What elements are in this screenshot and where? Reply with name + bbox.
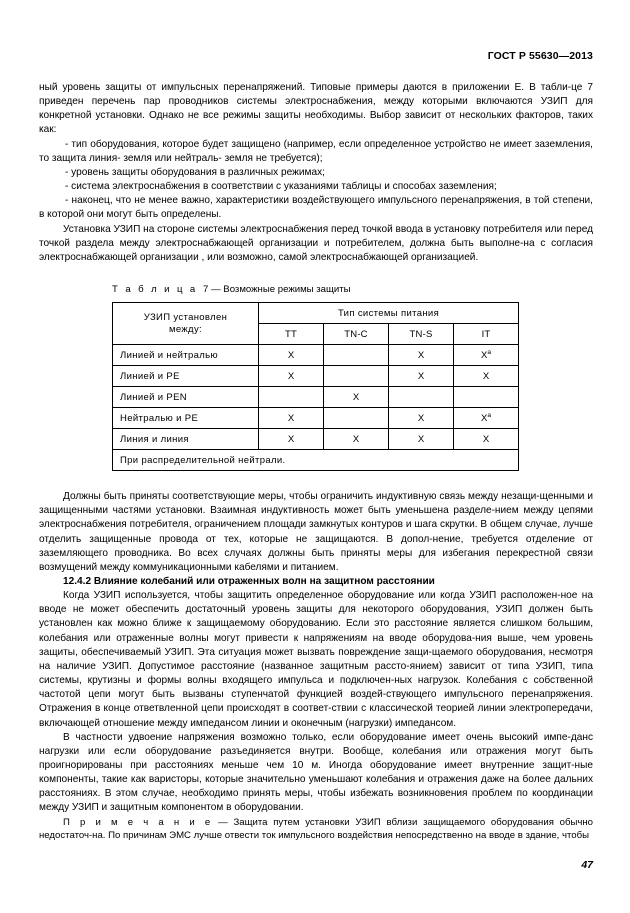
- bullet-item-surge-characteristics: - наконец, что не менее важно, характеристики воздействующего импульсного перенапряжения, в той степени, в которой они могут быть определены.: [39, 195, 593, 221]
- table-cell-tt: X: [259, 345, 324, 366]
- table-cell-tnc: X: [324, 387, 389, 408]
- table-cell-tt: X: [259, 408, 324, 429]
- table-cell-tns: X: [389, 345, 454, 366]
- table-cell-tt: X: [259, 366, 324, 387]
- paragraph-1242-b: В частности удвоение напряжения возможно только, если оборудование имеет очень высокий импе-данс нагрузки или если оборудование разъединяется внутри. Вообще, колебания или отражения могут быть проигнорированы при расстояниях меньше чем 10 м. Иногда оборудование имеет внутренние защит-ные компоненты, такие как варисторы, которые значительно уменьшают колебания и отражения даже на более дальних расстояниях. В этом случае, необходимо принять меры, чтобы избежать возникновения проблем по координации между УЗИП и защитным компонентом в оборудовании.: [39, 731, 593, 814]
- table-header-row-top: [113, 303, 519, 324]
- bullet-item-power-system: - система электроснабжения в соответствии с указаниями таблицы и способах заземления;: [65, 181, 497, 193]
- table-cell-it: [454, 408, 519, 429]
- table-row-label: Линия и линия: [113, 429, 259, 450]
- table-footnote-text: При распределительной нейтрали.: [113, 450, 519, 471]
- table-row: [113, 387, 519, 408]
- bullet-item-protection-level: - уровень защиты оборудования в различных режимах;: [65, 166, 325, 178]
- bullet-item-equipment-type: - тип оборудования, которое будет защищено (например, если определенное устройство не имеет заземления, то защита линия- земля или нейтраль- земля не требуется);: [39, 138, 593, 164]
- table-cell-tnc: [324, 408, 389, 429]
- table-caption-number: 7: [203, 284, 209, 296]
- table-caption-label: Т а б л и ц а: [112, 284, 198, 296]
- note-paragraph: [39, 816, 593, 843]
- table-cell-tt: [259, 387, 324, 408]
- table-header-tt: TT: [259, 324, 324, 345]
- note-label: П р и м е ч а н и е: [63, 816, 213, 828]
- table-caption: [112, 284, 593, 295]
- table-cell-tns: [389, 387, 454, 408]
- table-cell-it-mark: X: [482, 370, 490, 382]
- table-cell-tnc: [324, 345, 389, 366]
- table-cell-it-mark: X: [482, 433, 490, 445]
- paragraph-measures: Должны быть приняты соответствующие меры, чтобы ограничить индуктивную связь между незащи-щенными и защищенными частями установки. Взаимная индуктивность может быть уменьшена разделе-нием между цепями электроснабжения потребителя, ограничением площади замкнутых контуров и шага скрутки. В общем случае, лучше отделить защищенные провода от тех, которые не защищаются. В допол-нение, требуется отделение от заземляющего проводника. Во всех случаях должны быть приняты меры для избегания перекрестной связи возмущений между коммуникационными кабелями и питанием.: [39, 491, 593, 573]
- section-heading-12-4-2: 12.4.2 Влияние колебаний или отраженных волн на защитном расстоянии: [63, 575, 435, 587]
- paragraph-spd-installation: Установка УЗИП на стороне системы электроснабжения перед точкой ввода в установку потребителя или перед точкой раздела между электроснабжающей организации и потребителем, должна быть выполне-на с согласия электроснабжающей организации , или возможно, самой электроснабжающей организацией.: [39, 223, 593, 263]
- table-header-spd-between: [113, 303, 259, 345]
- table-header-system-type: Тип системы питания: [259, 303, 519, 324]
- protection-modes-table: [112, 302, 519, 471]
- table-header-it: IT: [454, 324, 519, 345]
- table-row-label: Линией и PE: [113, 366, 259, 387]
- footnote-marker: a: [487, 348, 492, 356]
- table-cell-it-mark: X: [481, 349, 488, 361]
- table-row: [113, 429, 519, 450]
- table-header-tnc: TN-C: [324, 324, 389, 345]
- table-cell-tt: X: [259, 429, 324, 450]
- table-block: [39, 284, 593, 471]
- table-cell-tnc: [324, 366, 389, 387]
- table-cell-it: [454, 345, 519, 366]
- table-header-tns: TN-S: [389, 324, 454, 345]
- table-row-label: Линией и нейтралью: [113, 345, 259, 366]
- page-content: [39, 81, 593, 843]
- table-header-spd-between-line1: УЗИП установлен: [143, 311, 228, 323]
- table-cell-it: [454, 429, 519, 450]
- table-header-spd-between-line2: между:: [168, 323, 203, 335]
- table-caption-title: — Возможные режимы защиты: [211, 284, 351, 296]
- table-cell-it: [454, 366, 519, 387]
- paragraph-1242-a: Когда УЗИП используется, чтобы защитить определенное оборудование или когда УЗИП расположен-ное на вводе не может обеспечить достаточный уровень защиты для некоторого оборудования, УЗИП должен быть установлен как можно ближе к защищаемому оборудованию. Если это расстояние является слишком большим, колебания или отраженные волны могут привести к напряжениям на вводе оборудова-ния выше, чем уровень защиты, обеспечиваемый УЗИП. Эта ситуация может вызвать повреждение защи-щаемого оборудования, несмотря на наличие УЗИП. Допустимое расстояние (названное защитным рассто-янием) зависит от типа УЗИП, типа системы, крутизны и формы волны входящего импульса и подключен-ных нагрузок. Колебания с собственной частотой цепи могут быть вызваны ступенчатой функцией воздей-ствующего импульсного перенапряжения. Отражения в конце ответвленной цепи происходят в соответ-ствии с классической теорией линии электропередачи, включающей отношение между импедансом линии и оконечным (нагрузки) импедансом.: [39, 590, 593, 729]
- footnote-marker: a: [487, 411, 492, 419]
- table-cell-tns: X: [389, 408, 454, 429]
- table-row: [113, 366, 519, 387]
- table-row: [113, 345, 519, 366]
- page-number: 47: [581, 859, 593, 871]
- table-row: [113, 408, 519, 429]
- table-footnote-row: [113, 450, 519, 471]
- table-cell-tnc: X: [324, 429, 389, 450]
- table-cell-tns: X: [389, 429, 454, 450]
- table-cell-it-mark: X: [481, 412, 488, 424]
- table-row-label: Нейтралью и PE: [113, 408, 259, 429]
- table-cell-tns: X: [389, 366, 454, 387]
- table-row-label: Линией и PEN: [113, 387, 259, 408]
- note-text: — Защита путем установки УЗИП вблизи защищаемого оборудования обычно недостаточ-на. По причинам ЭМС лучше отвести ток импульсного воздействия непосредственно на вводе в здание, чтобы: [39, 816, 594, 842]
- standard-header: ГОСТ Р 55630—2013: [487, 50, 593, 62]
- paragraph-continued: ный уровень защиты от импульсных перенапряжений. Типовые примеры даются в приложении Е. В табли-це 7 приведен перечень пар проводников системы электроснабжения, между которыми включаются УЗИП для конкретной установки. Однако не все режимы защиты необходимы. Выбор зависит от нескольких факторов, таких как:: [39, 82, 593, 136]
- table-cell-it: [454, 387, 519, 408]
